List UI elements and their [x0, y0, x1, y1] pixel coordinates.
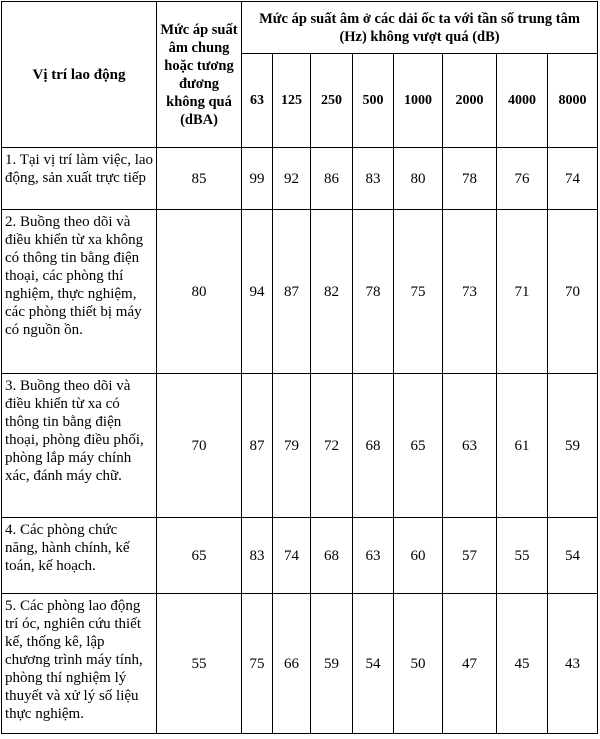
row-band-2000: 63 — [443, 374, 497, 518]
header-position: Vị trí lao động — [2, 2, 157, 148]
header-band-level: Mức áp suất âm ở các dải ốc ta với tần số trung tâm (Hz) không vượt quá (dB) — [242, 2, 598, 54]
table-row — [2, 210, 598, 374]
row-band-63: 94 — [242, 210, 273, 374]
row-band-250: 82 — [311, 210, 353, 374]
row-band-125: 66 — [273, 594, 311, 734]
header-freq-250: 250 — [311, 54, 353, 148]
row-band-4000: 55 — [497, 518, 548, 594]
row-band-63: 99 — [242, 148, 273, 210]
table-row — [2, 594, 598, 734]
row-band-63: 75 — [242, 594, 273, 734]
header-freq-500: 500 — [353, 54, 394, 148]
row-general-level: 85 — [157, 148, 242, 210]
row-band-125: 87 — [273, 210, 311, 374]
row-band-4000: 76 — [497, 148, 548, 210]
row-general-level: 65 — [157, 518, 242, 594]
row-band-1000: 50 — [394, 594, 443, 734]
row-position: 2. Buồng theo dõi và điều khiển từ xa không có thông tin bằng điện thoại, các phòng thí nghiệm, thực nghiệm, các phòng thiết bị máy có nguồn ồn. — [2, 210, 157, 374]
row-general-level: 55 — [157, 594, 242, 734]
row-band-250: 68 — [311, 518, 353, 594]
row-band-250: 59 — [311, 594, 353, 734]
row-band-1000: 75 — [394, 210, 443, 374]
row-band-4000: 45 — [497, 594, 548, 734]
row-band-125: 74 — [273, 518, 311, 594]
row-band-500: 63 — [353, 518, 394, 594]
row-band-125: 79 — [273, 374, 311, 518]
row-band-500: 83 — [353, 148, 394, 210]
row-band-125: 92 — [273, 148, 311, 210]
row-position: 4. Các phòng chức năng, hành chính, kế toán, kế hoạch. — [2, 518, 157, 594]
row-band-2000: 78 — [443, 148, 497, 210]
row-band-8000: 59 — [548, 374, 598, 518]
row-band-8000: 70 — [548, 210, 598, 374]
row-band-8000: 43 — [548, 594, 598, 734]
row-band-250: 72 — [311, 374, 353, 518]
row-band-500: 54 — [353, 594, 394, 734]
row-band-8000: 54 — [548, 518, 598, 594]
row-band-4000: 61 — [497, 374, 548, 518]
header-freq-2000: 2000 — [443, 54, 497, 148]
noise-limits-table — [1, 1, 598, 734]
row-band-63: 87 — [242, 374, 273, 518]
row-position: 3. Buồng theo dõi và điều khiển từ xa có thông tin bằng điện thoại, phòng điều phối, phòng lắp máy chính xác, đánh máy chữ. — [2, 374, 157, 518]
table-row — [2, 148, 598, 210]
row-band-500: 78 — [353, 210, 394, 374]
row-general-level: 80 — [157, 210, 242, 374]
header-freq-4000: 4000 — [497, 54, 548, 148]
row-band-1000: 65 — [394, 374, 443, 518]
header-freq-1000: 1000 — [394, 54, 443, 148]
row-band-250: 86 — [311, 148, 353, 210]
row-band-1000: 60 — [394, 518, 443, 594]
row-band-63: 83 — [242, 518, 273, 594]
row-band-2000: 73 — [443, 210, 497, 374]
row-position: 1. Tại vị trí làm việc, lao động, sản xuất trực tiếp — [2, 148, 157, 210]
table-row — [2, 374, 598, 518]
row-band-2000: 57 — [443, 518, 497, 594]
row-band-8000: 74 — [548, 148, 598, 210]
header-freq-63: 63 — [242, 54, 273, 148]
row-band-1000: 80 — [394, 148, 443, 210]
row-band-500: 68 — [353, 374, 394, 518]
row-band-4000: 71 — [497, 210, 548, 374]
row-position: 5. Các phòng lao động trí óc, nghiên cứu thiết kế, thống kê, lập chương trình máy tính, phòng thí nghiệm lý thuyết và xử lý số liệu thực nghiệm. — [2, 594, 157, 734]
row-band-2000: 47 — [443, 594, 497, 734]
header-freq-8000: 8000 — [548, 54, 598, 148]
row-general-level: 70 — [157, 374, 242, 518]
table-row — [2, 518, 598, 594]
header-general-level: Mức áp suất âm chung hoặc tương đương không quá (dBA) — [157, 2, 242, 148]
header-freq-125: 125 — [273, 54, 311, 148]
